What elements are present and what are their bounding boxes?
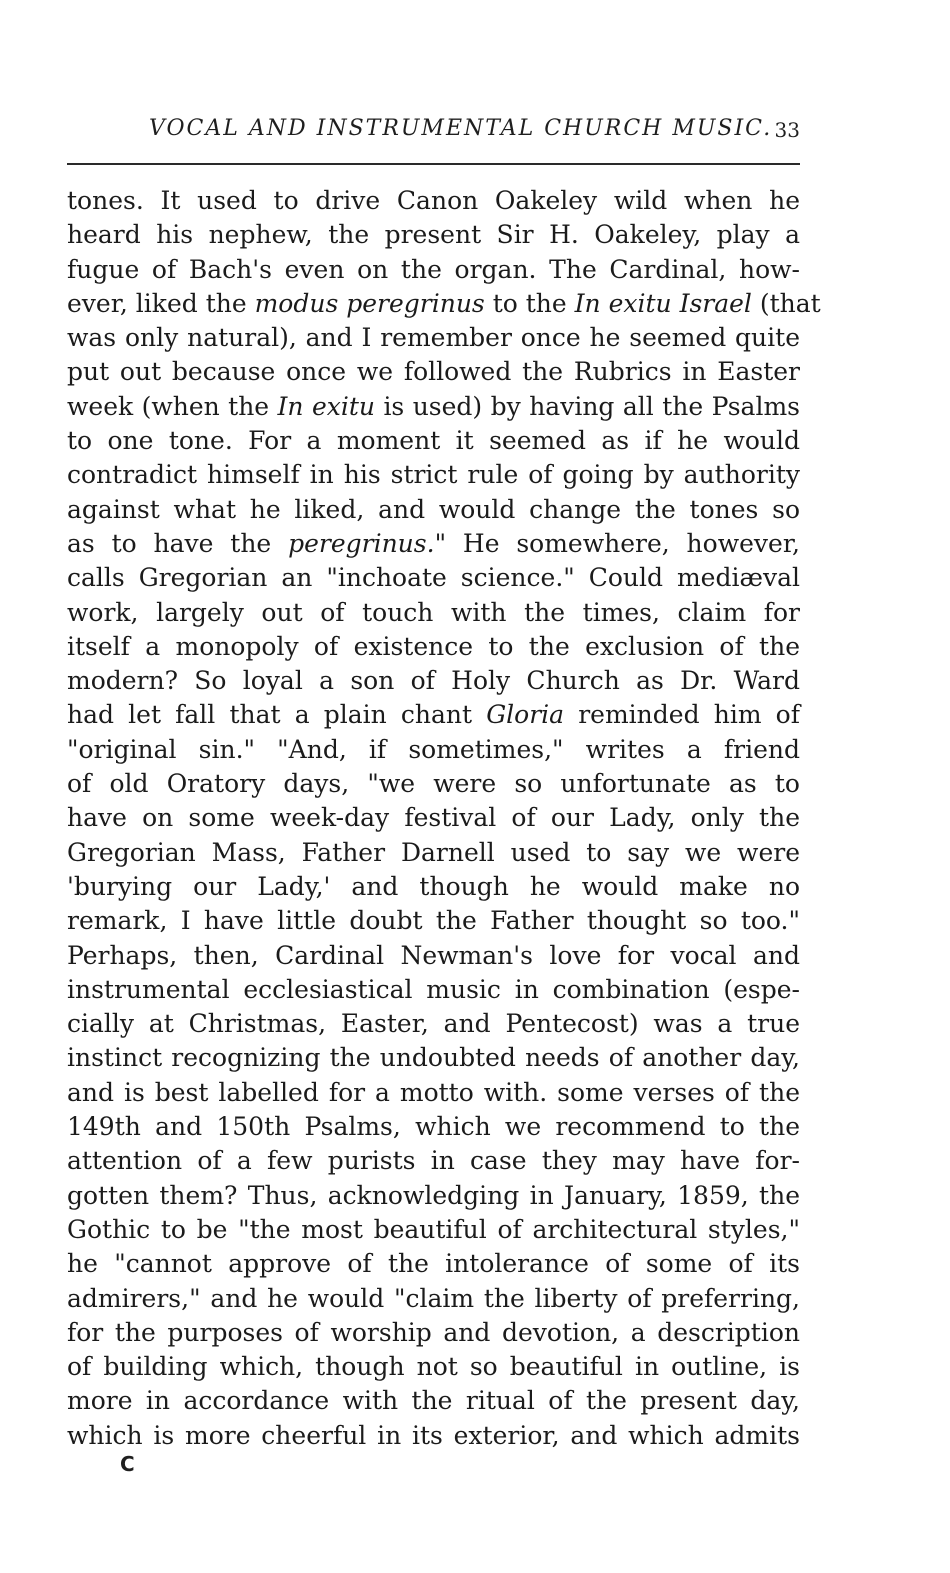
- text-segment: instinct recognizing the undoubted needs of another day,: [67, 1043, 800, 1073]
- text-line: [67, 664, 800, 698]
- text-line: [67, 458, 800, 492]
- text-segment: had let fall that a plain chant: [67, 700, 487, 730]
- text-segment: modern? So loyal a son of Holy Church as Dr. Ward: [67, 666, 800, 696]
- running-head: [67, 116, 800, 148]
- body-text: [67, 184, 821, 1453]
- text-segment: Gregorian Mass, Father Darnell used to say we were: [67, 837, 800, 867]
- text-line: [67, 184, 800, 218]
- text-segment: reminded him of: [564, 700, 800, 730]
- text-segment: more in accordance with the ritual of the present day,: [67, 1386, 800, 1416]
- text-segment: heard his nephew, the present Sir H. Oakeley, play a: [67, 220, 800, 250]
- text-segment: he "cannot approve of the intolerance of some of its: [67, 1249, 800, 1279]
- text-segment: ever, liked the: [67, 288, 255, 318]
- text-segment: 149th and 150th Psalms, which we recommend to the: [67, 1112, 800, 1142]
- text-line: [67, 1247, 800, 1281]
- text-line: [67, 630, 800, 664]
- text-line: [67, 1007, 800, 1041]
- text-line: [67, 1041, 800, 1075]
- text-line: [67, 836, 800, 870]
- text-line: [67, 253, 800, 287]
- text-line: [67, 939, 800, 973]
- text-segment: to one tone. For a moment it seemed as if he would: [67, 426, 800, 456]
- text-line: [67, 1076, 800, 1110]
- italic-phrase: In exitu Israel: [574, 288, 752, 318]
- text-line: [67, 973, 800, 1007]
- text-line: [67, 493, 800, 527]
- text-line: [67, 733, 800, 767]
- text-segment: fugue of Bach's even on the organ. The Cardinal, how-: [67, 254, 800, 284]
- text-segment: Gothic to be "the most beautiful of architectural styles,": [67, 1214, 800, 1244]
- text-line: [67, 801, 800, 835]
- signature-mark: C: [120, 1452, 135, 1476]
- text-segment: put out because once we followed the Rubrics in Easter: [67, 357, 800, 387]
- text-line: [67, 698, 800, 732]
- text-segment: and is best labelled for a motto with. some verses of the: [67, 1077, 800, 1107]
- text-line: [67, 424, 800, 458]
- italic-phrase: modus peregrinus: [254, 288, 485, 318]
- text-segment: as to have the: [67, 528, 289, 558]
- text-segment: (that: [751, 288, 821, 318]
- text-segment: is used) by having all the Psalms: [375, 391, 800, 421]
- text-segment: work, largely out of touch with the times, claim for: [67, 597, 800, 627]
- text-line: [67, 390, 800, 424]
- page-number: 33: [774, 118, 800, 142]
- text-line: [67, 1179, 800, 1213]
- text-segment: which is more cheerful in its exterior, and which admits: [67, 1420, 800, 1450]
- text-segment: gotten them? Thus, acknowledging in January, 1859, the: [67, 1180, 800, 1210]
- text-line: [67, 321, 800, 355]
- text-segment: calls Gregorian an "inchoate science." Could mediæval: [67, 563, 800, 593]
- text-line: [67, 1350, 800, 1384]
- text-line: [67, 287, 821, 321]
- text-segment: against what he liked, and would change the tones so: [67, 494, 800, 524]
- running-title: VOCAL AND INSTRUMENTAL CHURCH MUSIC.: [149, 116, 773, 141]
- text-line: [67, 561, 800, 595]
- header-rule: [67, 163, 800, 165]
- text-segment: Perhaps, then, Cardinal Newman's love for vocal and: [67, 940, 800, 970]
- text-line: [67, 596, 800, 630]
- text-segment: of old Oratory days, "we were so unfortunate as to: [67, 769, 800, 799]
- text-line: [67, 1144, 800, 1178]
- text-segment: week (when the: [67, 391, 278, 421]
- text-segment: tones. It used to drive Canon Oakeley wild when he: [67, 186, 800, 215]
- text-segment: itself a monopoly of existence to the exclusion of the: [67, 631, 800, 661]
- text-line: [67, 1110, 800, 1144]
- text-segment: 'burying our Lady,' and though he would make no: [67, 871, 800, 901]
- text-line: [67, 767, 800, 801]
- text-segment: to the: [484, 288, 575, 318]
- italic-phrase: Gloria: [486, 700, 565, 730]
- text-line: [67, 1384, 800, 1418]
- text-segment: admirers," and he would "claim the liberty of preferring,: [67, 1283, 800, 1313]
- text-segment: contradict himself in his strict rule of going by authority: [67, 460, 800, 490]
- text-segment: for the purposes of worship and devotion, a description: [67, 1317, 800, 1347]
- text-line: [67, 870, 800, 904]
- text-segment: "original sin." "And, if sometimes," writes a friend: [67, 734, 800, 764]
- text-segment: remark, I have little doubt the Father thought so too.": [67, 906, 800, 936]
- text-line: [67, 218, 800, 252]
- text-line: [67, 527, 800, 561]
- text-line: [67, 1419, 800, 1453]
- text-line: [67, 904, 800, 938]
- text-segment: cially at Christmas, Easter, and Pentecost) was a true: [67, 1009, 800, 1039]
- text-segment: instrumental ecclesiastical music in combination (espe-: [67, 974, 800, 1004]
- text-line: [67, 1316, 800, 1350]
- text-segment: have on some week-day festival of our Lady, only the: [67, 803, 800, 833]
- italic-phrase: peregrinus.: [288, 528, 435, 558]
- text-segment: " He somewhere, however,: [434, 528, 800, 558]
- text-line: [67, 1213, 800, 1247]
- italic-phrase: In exitu: [277, 391, 375, 421]
- text-segment: attention of a few purists in case they may have for-: [67, 1146, 800, 1176]
- text-line: [67, 1282, 800, 1316]
- text-segment: was only natural), and I remember once he seemed quite: [67, 323, 800, 353]
- text-segment: of building which, though not so beautiful in outline, is: [67, 1352, 800, 1382]
- text-line: [67, 355, 800, 389]
